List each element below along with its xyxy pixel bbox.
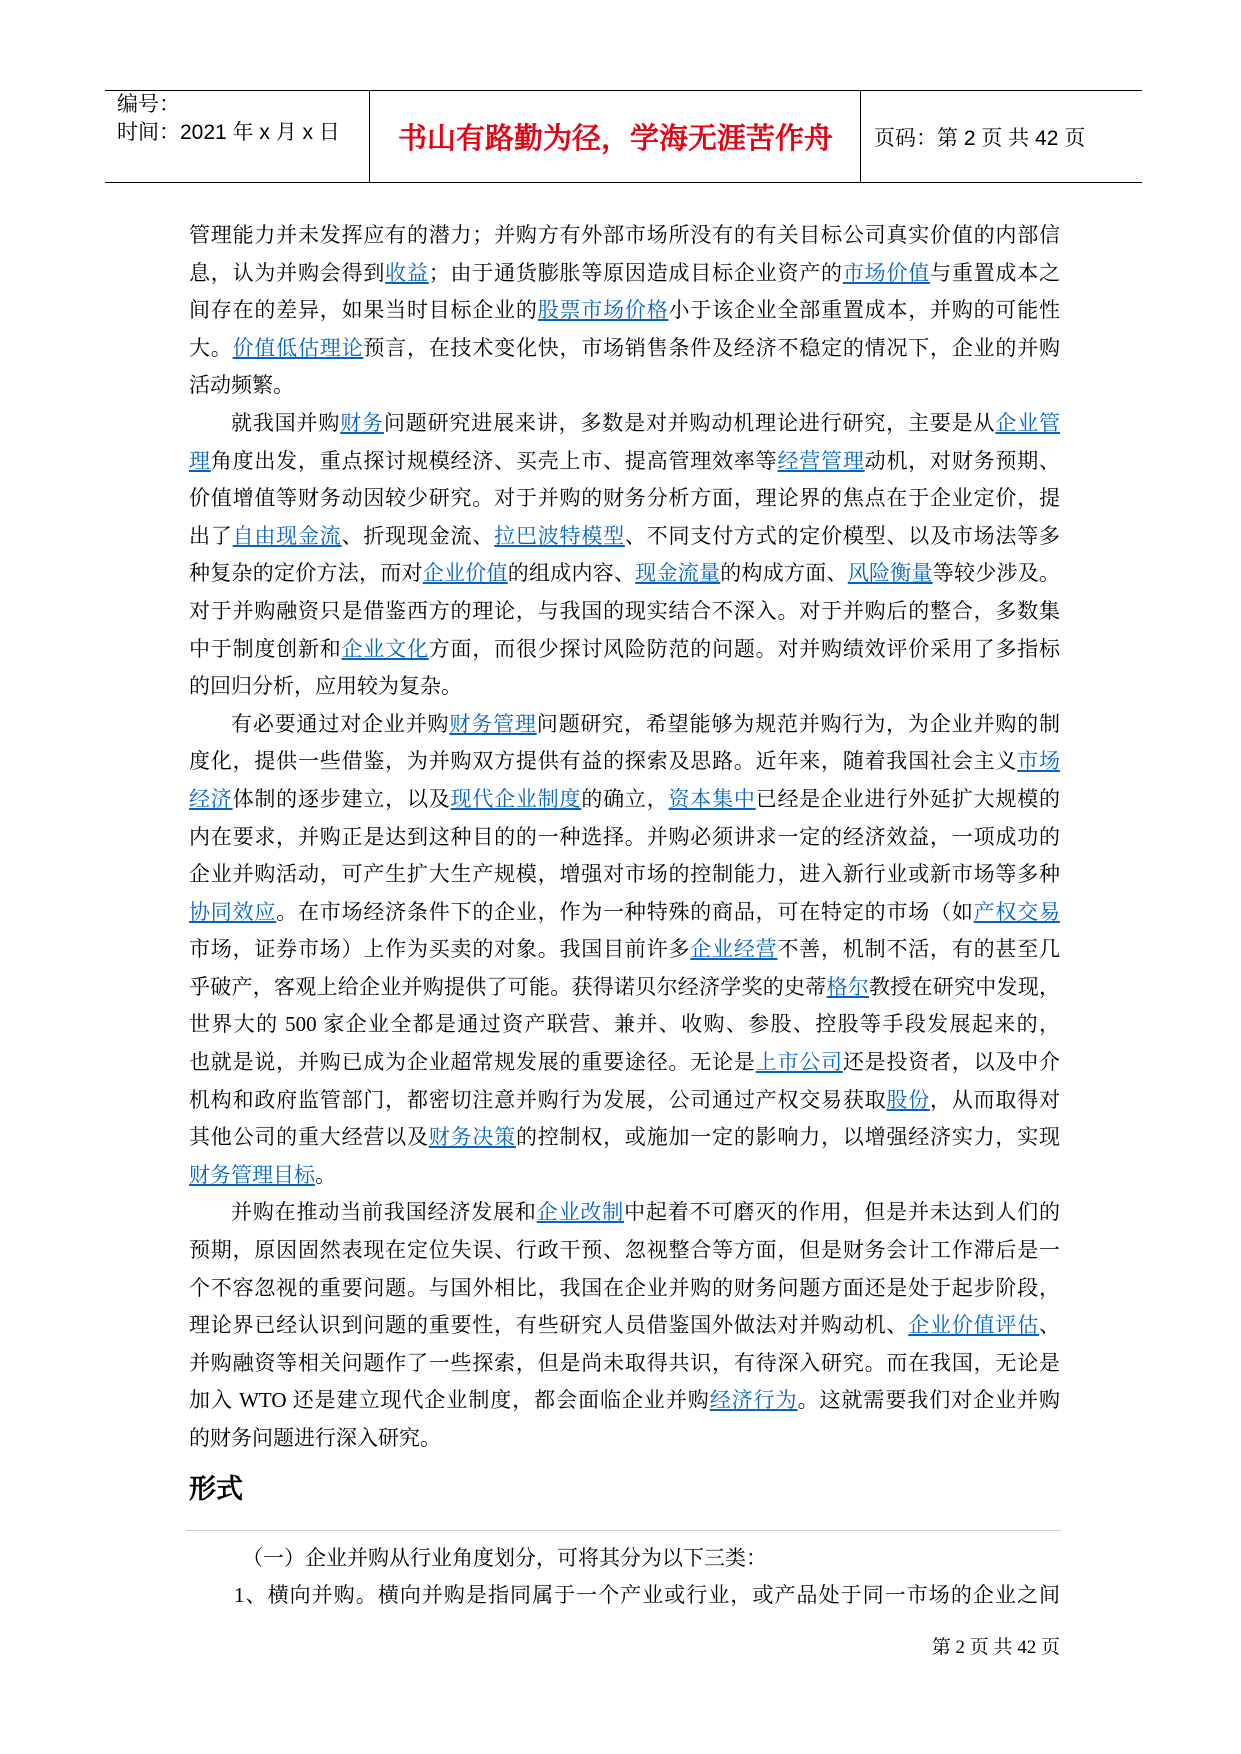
section-line: 1、横向并购。横向并购是指同属于一个产业或行业，或产品处于同一市场的企业之间	[234, 1583, 1060, 1607]
section-line: （一）企业并购从行业角度划分，可将其分为以下三类：	[242, 1546, 767, 1570]
body-text-run: 度化，提供一些借鉴，为并购双方提供有益的探索及思路。近年来，随着我国社会主义	[189, 749, 1018, 774]
body-hyperlink[interactable]: 现代企业制度	[450, 786, 582, 811]
body-line	[189, 1345, 1060, 1383]
header-meta	[117, 91, 340, 147]
body-line	[189, 781, 1060, 819]
body-text-run: 小于该企业全部重置成本，并购的可能性	[668, 298, 1060, 323]
body-line	[189, 1082, 1060, 1120]
body-line	[189, 405, 1060, 443]
body-text-run: 管理能力并未发挥应有的潜力；并购方有外部市场所没有的有关目标公司真实价值的内部信	[189, 223, 1060, 247]
body-line	[189, 367, 1060, 405]
body-line	[189, 1194, 1060, 1232]
body-line	[189, 593, 1060, 631]
body-text-run: 出了	[189, 523, 233, 548]
body-text-run: 、	[1039, 1313, 1060, 1338]
body-hyperlink[interactable]: 股票市场价格	[537, 298, 669, 323]
body-text-run: 的财务问题进行深入研究。	[189, 1426, 441, 1450]
body-text-run: 、不同支付方式的定价模型、以及市场法等多	[624, 523, 1060, 548]
body-hyperlink[interactable]: 拉巴波特模型	[494, 523, 625, 548]
body-text-run: 就我国并购	[231, 410, 341, 435]
body-text-run: 乎破产，客观上给企业并购提供了可能。获得诺贝尔经济学奖的史蒂	[189, 974, 827, 999]
body-text-run: 并购融资等相关问题作了一些探索，但是尚未取得共识，有待深入研究。而在我国，无论是	[189, 1350, 1060, 1375]
body-line	[189, 518, 1060, 556]
body-hyperlink[interactable]: 市场	[1017, 749, 1060, 774]
body-text-run: 机构和政府监管部门，都密切注意并购行为发展，公司通过产权交易获取	[189, 1087, 887, 1112]
body-text-run: 预言，在技术变化快，市场销售条件及经济不稳定的情况下，企业的并购	[363, 335, 1060, 360]
body-text-run: 对于并购融资只是借鉴西方的理论，与我国的现实结合不深入。对于并购后的整合，多数集	[189, 598, 1060, 623]
body-line	[189, 631, 1060, 669]
body-line	[189, 443, 1060, 481]
body-hyperlink[interactable]: 经营管理	[777, 448, 865, 473]
body-hyperlink[interactable]: 企业管	[995, 410, 1060, 435]
body-hyperlink[interactable]: 企业改制	[536, 1200, 625, 1225]
body-line	[189, 931, 1060, 969]
header-motto: 书山有路勤为径，学海无涯苦作舟	[397, 123, 833, 155]
header-bottom-border	[105, 182, 1142, 183]
body-line	[189, 1232, 1060, 1270]
body-text-run: 不善，机制不活，有的甚至几	[777, 937, 1060, 962]
body-hyperlink[interactable]: 财务管理	[449, 711, 537, 736]
body-line	[189, 1157, 1060, 1195]
body-hyperlink[interactable]: 协同效应	[189, 899, 277, 924]
body-line	[189, 1382, 1060, 1420]
body-text-run: 还是投资者，以及中介	[842, 1050, 1060, 1075]
header-page-number: 页码：第 2 页 共 42 页	[874, 127, 1086, 150]
body-line	[189, 1270, 1060, 1308]
body-hyperlink[interactable]: 市场价值	[842, 260, 931, 285]
body-hyperlink[interactable]: 经济行为	[709, 1388, 798, 1413]
body-text-run: 预期，原因固然表现在定位失误、行政干预、忽视整合等方面，但是财务会计工作滞后是一	[189, 1238, 1060, 1263]
body-line	[189, 706, 1060, 744]
body-line	[189, 330, 1060, 368]
body-hyperlink[interactable]: 价值低估理论	[232, 335, 364, 360]
body-text-run: 。	[315, 1162, 336, 1187]
body-text-run: 也就是说，并购已成为企业超常规发展的重要途径。无论是	[189, 1050, 756, 1075]
body-text-run: 角度出发，重点探讨规模经济、买壳上市、提高管理效率等	[210, 448, 778, 473]
body-text-run: 息，认为并购会得到	[189, 260, 386, 285]
body-hyperlink[interactable]: 经济	[189, 786, 233, 811]
body-text-run: 个不容忽视的重要问题。与国外相比，我国在企业并购的财务问题方面还是处于起步阶段，	[189, 1275, 1060, 1300]
body-text-run: 。在市场经济条件下的企业，作为一种特殊的商品，可在特定的市场（如	[276, 899, 974, 924]
body-hyperlink[interactable]: 股份	[886, 1087, 931, 1112]
body-text-run: 、折现现金流、	[341, 523, 495, 548]
body-hyperlink[interactable]: 格尔	[826, 974, 869, 999]
body-hyperlink[interactable]: 企业价值	[422, 561, 508, 586]
body-text-run: 并购在推动当前我国经济发展和	[231, 1200, 537, 1225]
body-line	[189, 743, 1060, 781]
body-hyperlink[interactable]: 风险衡量	[847, 561, 933, 586]
body-text-run: 问题研究，希望能够为规范并购行为，为企业并购的制	[536, 711, 1060, 736]
body-text-run: 的控制权，或施加一定的影响力，以增强经济实力，实现	[515, 1125, 1060, 1150]
body-line	[189, 1044, 1060, 1082]
section-divider	[186, 1530, 1061, 1531]
body-text-run: 大。	[189, 335, 233, 360]
body-line	[189, 1420, 1060, 1458]
body-hyperlink[interactable]: 自由现金流	[232, 523, 342, 548]
body-text-run: 已经是企业进行外延扩大规模的	[755, 786, 1060, 811]
document-time-label: 时间：2021 年 x 月 x 日	[117, 121, 340, 144]
body-text-run: 方面，而很少探讨风险防范的问题。对并购绩效评价采用了多指标	[428, 636, 1060, 661]
body-hyperlink[interactable]: 财务管理目标	[189, 1162, 315, 1187]
body-line	[189, 255, 1060, 293]
body-text-run: 有必要通过对企业并购	[231, 711, 450, 736]
body-text-run: 活动频繁。	[189, 373, 294, 398]
body-text-run: 世界大的 500 家企业全都是通过资产联营、兼并、收购、参股、控股等手段发展起来的，	[189, 1012, 1060, 1037]
body-line	[189, 1119, 1060, 1157]
body-paragraph	[189, 405, 1060, 706]
document-body	[189, 217, 1060, 1458]
document-number-label: 编号：	[117, 93, 180, 116]
body-text-run: 。这就需要我们对企业并购	[797, 1388, 1060, 1413]
body-hyperlink[interactable]: 上市公司	[755, 1050, 843, 1075]
body-hyperlink[interactable]: 现金流量	[635, 561, 721, 586]
body-paragraph	[189, 217, 1060, 405]
body-line	[189, 856, 1060, 894]
body-line	[189, 292, 1060, 330]
header-divider-left	[369, 90, 370, 182]
body-text-run: 体制的逐步建立，以及	[232, 786, 451, 811]
body-line	[189, 819, 1060, 857]
body-text-run: 的确立，	[581, 786, 669, 811]
body-line	[189, 894, 1060, 932]
body-text-run: 等较少涉及。	[932, 561, 1060, 586]
body-text-run: 中起着不可磨灭的作用，但是并未达到人们的	[624, 1200, 1060, 1225]
body-text-run: 加入 WTO 还是建立现代企业制度，都会面临企业并购	[189, 1388, 710, 1413]
header-divider-right	[860, 90, 861, 182]
body-text-run: 理论界已经认识到问题的重要性，有些研究人员借鉴国外做法对并购动机、	[189, 1313, 909, 1338]
body-text-run: 教授在研究中发现，	[869, 974, 1060, 999]
body-text-run: 的组成内容、	[507, 561, 636, 586]
body-text-run: 内在要求，并购正是达到这种目的的一种选择。并购必须讲求一定的经济效益，一项成功的	[189, 824, 1060, 849]
body-paragraph	[189, 706, 1060, 1195]
body-text-run: 其他公司的重大经营以及	[189, 1125, 429, 1150]
body-hyperlink[interactable]: 企业价值评估	[908, 1313, 1040, 1338]
body-line	[189, 217, 1060, 255]
body-text-run: 种复杂的定价方法，而对	[189, 561, 423, 586]
body-text-run: 价值增值等财务动因较少研究。对于并购的财务分析方面，理论界的焦点在于企业定价，提	[189, 486, 1060, 511]
body-line	[189, 668, 1060, 706]
body-text-run: 问题研究进展来讲，多数是对并购动机理论进行研究，主要是从	[383, 410, 996, 435]
body-text-run: 市场，证券市场）上作为买卖的对象。我国目前许多	[189, 937, 691, 962]
body-text-run: 中于制度创新和	[189, 636, 342, 661]
body-line	[189, 555, 1060, 593]
body-text-run: 企业并购活动，可产生扩大生产规模，增强对市场的控制能力，进入新行业或新市场等多种	[189, 862, 1060, 887]
body-hyperlink[interactable]: 财务决策	[428, 1125, 516, 1150]
page-footer: 第 2 页 共 42 页	[931, 1637, 1060, 1658]
body-hyperlink[interactable]: 资本集中	[668, 786, 756, 811]
body-line	[189, 1006, 1060, 1044]
section-heading: 形式	[189, 1474, 243, 1504]
body-hyperlink[interactable]: 产权交易	[973, 899, 1060, 924]
body-line	[189, 480, 1060, 518]
body-hyperlink[interactable]: 收益	[385, 260, 429, 285]
body-text-run: ；由于通货膨胀等原因造成目标企业资产的	[428, 260, 843, 285]
body-hyperlink[interactable]: 理	[189, 448, 211, 473]
body-text-run: ，从而取得对	[930, 1087, 1060, 1112]
body-line	[189, 1307, 1060, 1345]
body-line	[189, 969, 1060, 1007]
body-paragraph	[189, 1194, 1060, 1457]
body-hyperlink[interactable]: 企业经营	[690, 937, 778, 962]
body-hyperlink[interactable]: 企业文化	[341, 636, 429, 661]
body-text-run: 的构成方面、	[720, 561, 848, 586]
body-text-run: 间存在的差异，如果当时目标企业的	[189, 298, 538, 323]
body-text-run: 动机，对财务预期、	[864, 448, 1060, 473]
body-text-run: 与重置成本之	[930, 260, 1060, 285]
body-text-run: 的回归分析，应用较为复杂。	[189, 674, 462, 699]
body-hyperlink[interactable]: 财务	[340, 410, 384, 435]
